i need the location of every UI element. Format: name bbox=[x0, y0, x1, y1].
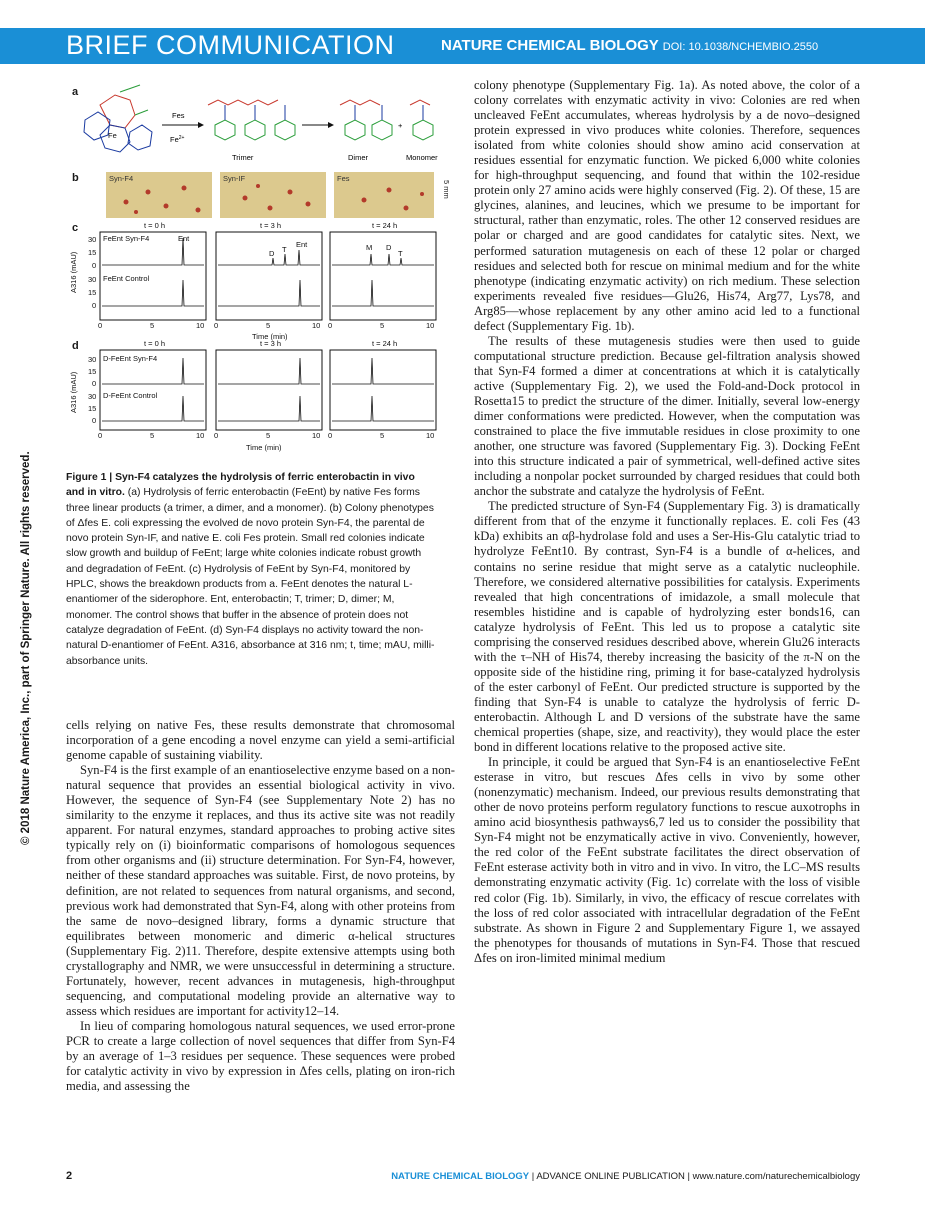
left-column bbox=[66, 718, 455, 1094]
page-number: 2 bbox=[66, 1170, 73, 1182]
svg-text:5: 5 bbox=[380, 321, 385, 330]
dimer-structure bbox=[340, 100, 392, 140]
label-dimer: Dimer bbox=[348, 153, 368, 162]
svg-text:0: 0 bbox=[328, 321, 333, 330]
copyright-sidenote: © 2018 Nature America, Inc., part of Springer Nature. All rights reserved. bbox=[20, 451, 32, 845]
caption-body: (a) Hydrolysis of ferric enterobactin (FeEnt) by native Fes forms three linear products (a trimer, a dimer, and a monomer). (b) Colony phenotypes of Δfes E. coli expressing the evolved de novo protein Syn-F4, the parental de novo protein Syn-IF, and native E. coli Fes protein. Small red colonies indicate slow growth and buildup of FeEnt; large white colonies indicate robust growth and degradation of FeEnt. (c) Hydrolysis of FeEnt by Syn-F4, monitored by HPLC, shows the breakdown products from a. FeEnt denotes the natural L-enantiomer of the siderophore. Ent, enterobactin; T, trimer; D, dimer; M, monomer. The control shows that buffer in the absence of protein does not catalyze degradation of FeEnt. (d) Syn-F4 displays no activity toward the non-natural D-enantiomer of FeEnt. A316, absorbance at 316 nm; t, time; mAU, milli-absorbance units. bbox=[66, 487, 435, 667]
svg-text:0: 0 bbox=[92, 261, 97, 270]
doi: DOI: 10.1038/NCHEMBIO.2550 bbox=[662, 41, 819, 53]
c-peak-ent2: Ent bbox=[296, 240, 308, 249]
paragraph: cells relying on native Fes, these results demonstrate that chromosomal incorporation of a gene encoding a novel enzyme can yield a semi-artificial genome capable of sustaining viability. bbox=[66, 718, 455, 763]
svg-text:30: 30 bbox=[88, 355, 97, 364]
red-colonies bbox=[106, 172, 212, 218]
d-time-1: t = 3 h bbox=[260, 339, 282, 348]
svg-text:10: 10 bbox=[426, 431, 435, 440]
svg-text:5: 5 bbox=[266, 431, 271, 440]
journal-title: NATURE CHEMICAL BIOLOGY DOI: 10.1038/NCHEMBIO.2550 bbox=[441, 37, 819, 54]
panel-d-label: d bbox=[72, 340, 79, 352]
svg-text:+: + bbox=[398, 121, 403, 130]
iron-label: $Fe^{2+}$ bbox=[170, 135, 185, 144]
arrow-fes: Fes bbox=[172, 111, 185, 120]
c-time-1: t = 3 h bbox=[260, 221, 282, 230]
svg-text:5: 5 bbox=[266, 321, 271, 330]
d-ylabel: A316 (mAU) bbox=[69, 371, 78, 413]
section-title: BRIEF COMMUNICATION bbox=[66, 30, 395, 60]
svg-text:5: 5 bbox=[150, 321, 155, 330]
right-column bbox=[474, 78, 860, 966]
c-time-2: t = 24 h bbox=[372, 221, 398, 230]
c-peak-t: T bbox=[282, 245, 287, 254]
svg-text:0: 0 bbox=[92, 416, 97, 425]
svg-text:5: 5 bbox=[150, 431, 155, 440]
colony-label: Syn-IF bbox=[223, 174, 246, 183]
panel-a-structures bbox=[80, 80, 450, 165]
figure-1 bbox=[0, 0, 470, 470]
svg-text:0: 0 bbox=[92, 379, 97, 388]
paragraph: In principle, it could be argued that Syn-F4 is an enantioselective FeEnt esterase in vitro, but rescues Δfes cells in vivo by some other (nonenzymatic) mechanism. Indeed, our previous results demonstrating that other de novo proteins perform regulatory functions to rescue auxotrophs in amino acid biosynthesis pathways6,7 led us to consider the possibility that Syn-F4 might not be enzymatically active in vivo. Conveniently, however, the red color of the FeEnt substrate facilitates the direct observation of FeEnt esterase activity both in vitro and in vivo. In vitro, the LC–MS results demonstrating enzymatic activity (Fig. 1c) correlate with the loss of visible red color (Fig. 1b). Similarly, in vivo, the efficacy of rescue correlates with the loss of red color associated with intracellular degradation of the FeEnt substrate. As shown in Figure 2 and Supplementary Figure 1, we assayed the phenotypes for thousands of mutations in Syn-F4. Those that rescued Δfes on iron-limited minimal medium bbox=[474, 755, 860, 965]
svg-text:0: 0 bbox=[214, 431, 219, 440]
trimer-structure bbox=[208, 100, 295, 140]
red-colonies bbox=[220, 172, 326, 218]
scale-label: 5 mm bbox=[442, 180, 451, 199]
d-time-0: t = 0 h bbox=[144, 339, 166, 348]
paragraph: Syn-F4 is the first example of an enantioselective enzyme based on a non-natural sequence that provides an essential biological activity in vivo. However, the sequence of Syn-F4 (see Supplementary Note 2) has no similarity to the enzyme it replaces, and thus its active site was not readily apparent. For natural enzymes, standard approaches to probing active sites typically rely on (i) bioinformatic comparisons of homologous sequences from other organisms and (ii) structure determination. For Syn-F4, however, neither of these standard approaches was suitable. First, de novo proteins, by definition, are not related to sequences from natural organisms, and second, previous work had demonstrated that Syn-F4, along with other proteins from the same de novo–designed library, forms a dynamic structure that equilibrates between monomeric and dimeric α-helical structures (Supplementary Fig. 2)11. Therefore, despite extensive attempts using both crystallography and NMR, we were unsuccessful in determining a structure. Fortunately, however, recent advances in mutagenesis, high-throughput sequencing, and computational modeling provide an alternative way to assess which residues are important for activity12–14. bbox=[66, 763, 455, 1018]
svg-text:5: 5 bbox=[380, 431, 385, 440]
svg-text:10: 10 bbox=[426, 321, 435, 330]
colony-label: Fes bbox=[337, 174, 350, 183]
paragraph: The results of these mutagenesis studies were then used to guide computational structure prediction. Because gel-filtration analysis showed that Syn-F4 formed a dimer at concentrations at which it is catalytically active (Supplementary Fig. 2), we used the Fold-and-Dock protocol in Rosetta15 to predict the structure of the dimer. Initially, several low-energy dimer conformations were predicted. However, when the computation was constrained to place the five immutable residues in close proximity to one another, one structure was favored (Supplementary Fig. 3). Docking FeEnt into this structure indicated a pair of symmetrical, well-defined active sites including a nonpolar pocket surrounded by charged residues that could both anchor the substrate and catalyze the hydrolysis of FeEnt. bbox=[474, 333, 860, 499]
red-colonies bbox=[334, 172, 434, 218]
panel-a-label: a bbox=[72, 86, 79, 98]
d-row-1: D-FeEnt Control bbox=[103, 391, 158, 400]
svg-text:30: 30 bbox=[88, 275, 97, 284]
panel-b-label: b bbox=[72, 172, 79, 184]
figure-caption bbox=[66, 470, 436, 669]
hplc-traces bbox=[66, 218, 446, 468]
paragraph: colony phenotype (Supplementary Fig. 1a). As noted above, the color of a colony correlates with enzymatic activity in vivo: Colonies are red when uncleaved FeEnt accumulates, whereas hydrolysis by a de novo–designed protein expressed in vivo produces white colonies. Therefore, sequences isolated from white colonies should show amino acid conservation at residues essential for enzymatic function. We picked 6,000 white colonies for high-throughput sequencing, and found that within the 102-residue protein only 27 amino acids were highly conserved (Fig. 2). Of these, 15 are glycines, alanines, and leucines, which we presume to be important for structural, rather than enzymatic, roles. The other 12 conserved residues are polar or charged and are good candidates for catalytic sites. Next, we performed saturation mutagenesis on each of these 12 polar or charged residues and selected both for rescue on minimal medium and for the white phenotype (indicating enzymatic activity) on rich medium. These selection experiments revealed five residues—Glu26, His74, Arg77, Lys78, and Arg85—whose replacement by any other amino acid led to a functional defect (Supplementary Fig. 1b). bbox=[474, 78, 860, 333]
svg-text:10: 10 bbox=[196, 321, 205, 330]
svg-text:0: 0 bbox=[92, 301, 97, 310]
paragraph: The predicted structure of Syn-F4 (Supplementary Fig. 3) is dramatically different from that of the enzyme it functionally replaces. E. coli Fes (43 kDa) exhibits an αβ-hydrolase fold and uses a Ser-His-Glu catalytic triad to hydrolyze FeEnt10. By contrast, Syn-F4 is a bundle of α-helices, and contains no serine residue that might serve as a catalytic nucleophile. Therefore, we considered alternative possibilities for catalysis. Experiments revealed that high concentrations of imidazole, a small molecule that resembles histidine and is capable of hydrolyzing ester bonds16, can catalyze hydrolysis of FeEnt. This led us to propose a catalytic site comprising the conserved residues described above, wherein Glu26 interacts with the τ–NH of His74, thereby increasing the basicity of the π-N on the opposite side of the histidine ring, priming it for base-catalyzed hydrolysis of the ester carbonyl of FeEnt. Our predicted structure is supported by the finding that Syn-F4 is unable to catalyze the hydrolysis of ferric D-enterobactin. Although L and D versions of the substrate have the same chemical properties (shape, size, and reactivity), they would place the ester bond in different locations relative to the proposed active site. bbox=[474, 499, 860, 755]
d-time-2: t = 24 h bbox=[372, 339, 398, 348]
label-trimer: Trimer bbox=[232, 153, 254, 162]
c-peak-d2: D bbox=[386, 243, 392, 252]
colony-plate-1 bbox=[106, 172, 212, 218]
c-ylabel: A316 (mAU) bbox=[69, 251, 78, 293]
svg-text:0: 0 bbox=[98, 431, 103, 440]
svg-text:30: 30 bbox=[88, 235, 97, 244]
svg-text:10: 10 bbox=[312, 431, 321, 440]
paragraph: In lieu of comparing homologous natural sequences, we used error-prone PCR to create a large collection of novel sequences that differ from Syn-F4 by an average of 1–3 residues per sequence. These sequences were probed for catalytic activity in vivo by expression in Δfes cells, plating on iron-rich media, and assessing the bbox=[66, 1018, 455, 1094]
svg-text:0: 0 bbox=[328, 431, 333, 440]
caption-title: Figure 1 | Syn-F4 catalyzes the hydrolysis of ferric enterobactin in vivo and in vitro. bbox=[66, 472, 415, 499]
c-row-0: FeEnt Syn-F4 bbox=[103, 234, 150, 243]
colony-label: Syn-F4 bbox=[109, 174, 134, 183]
c-peak-d: D bbox=[269, 249, 275, 258]
c-xlabel: Time (min) bbox=[252, 332, 288, 341]
svg-text:15: 15 bbox=[88, 248, 97, 257]
svg-text:0: 0 bbox=[214, 321, 219, 330]
c-time-0: t = 0 h bbox=[144, 221, 166, 230]
footer-journal: NATURE CHEMICAL BIOLOGY | ADVANCE ONLINE PUBLICATION | www.nature.com/naturechemicalbiology bbox=[391, 1171, 860, 1182]
d-row-0: D-FeEnt Syn-F4 bbox=[103, 354, 158, 363]
c-row-1: FeEnt Control bbox=[103, 274, 150, 283]
c-peak-m: M bbox=[366, 243, 373, 252]
svg-text:30: 30 bbox=[88, 392, 97, 401]
colony-plate-2 bbox=[220, 172, 326, 218]
c-peak-ent: Ent bbox=[178, 234, 190, 243]
label-monomer: Monomer bbox=[406, 153, 438, 162]
colony-plate-3 bbox=[334, 172, 434, 218]
c-peak-t2: T bbox=[398, 249, 403, 258]
svg-text:10: 10 bbox=[196, 431, 205, 440]
fe-center: Fe bbox=[108, 131, 117, 140]
svg-text:15: 15 bbox=[88, 367, 97, 376]
feent-structure bbox=[84, 85, 152, 152]
svg-text:15: 15 bbox=[88, 288, 97, 297]
d-xlabel: Time (min) bbox=[246, 443, 282, 452]
monomer-structure bbox=[410, 100, 433, 140]
panel-c-label: c bbox=[72, 222, 79, 234]
svg-text:0: 0 bbox=[98, 321, 103, 330]
svg-text:10: 10 bbox=[312, 321, 321, 330]
svg-text:15: 15 bbox=[88, 404, 97, 413]
